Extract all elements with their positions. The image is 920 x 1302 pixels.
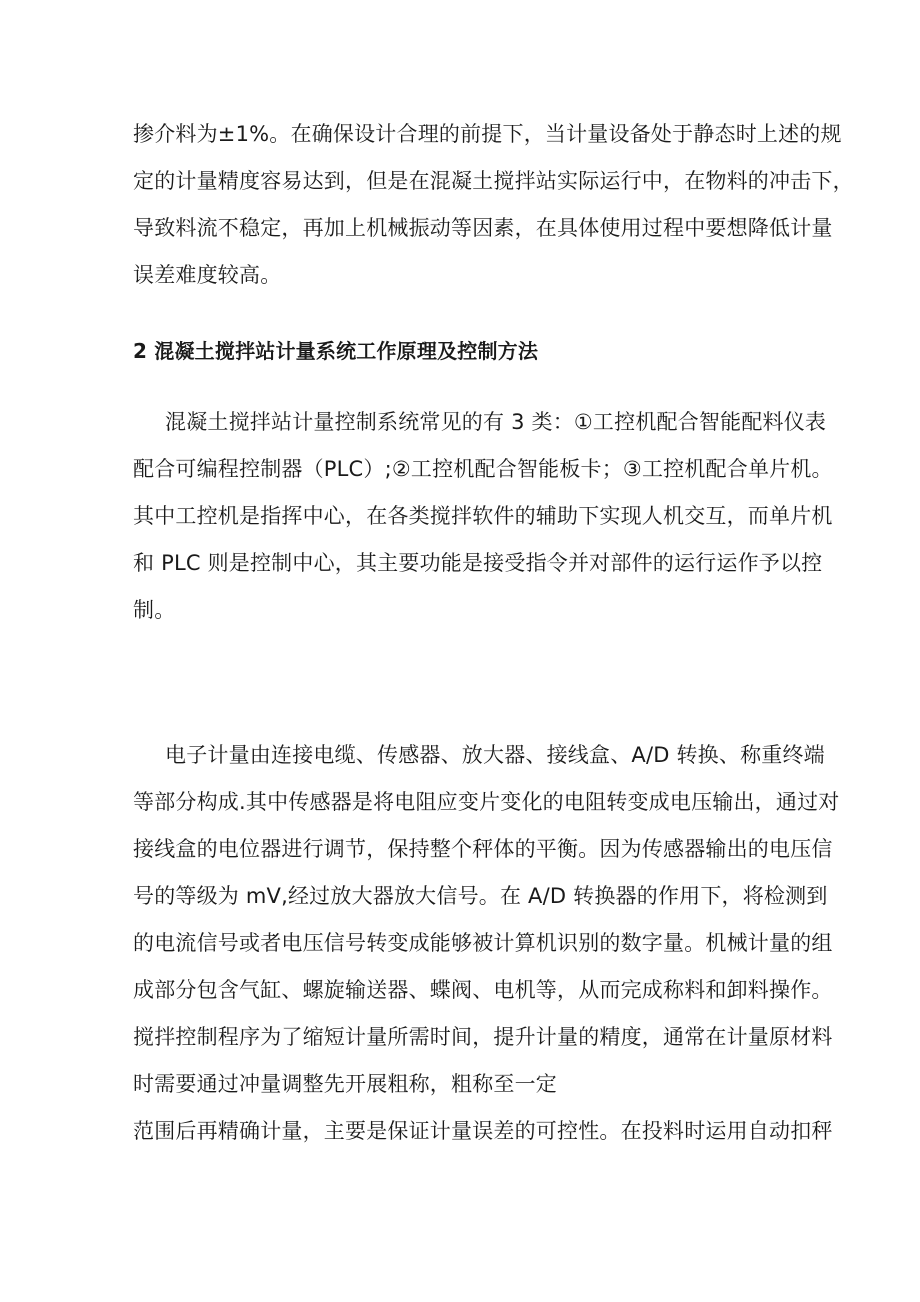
paragraph-line: 混凝土搅拌站计量控制系统常见的有 3 类：①工控机配合智能配料仪表	[165, 410, 827, 434]
paragraph-line: 其中工控机是指挥中心，在各类搅拌软件的辅助下实现人机交互，而单片机	[133, 504, 833, 528]
paragraph-line: 的电流信号或者电压信号转变成能够被计算机识别的数字量。机械计量的组	[133, 931, 833, 955]
paragraph-line: 配合可编程控制器（PLC）;②工控机配合智能板卡；③工控机配合单片机。	[133, 457, 833, 481]
paragraph-line: 时需要通过冲量调整先开展粗称，粗称至一定	[133, 1072, 557, 1096]
paragraph-line: 成部分包含气缸、螺旋输送器、蝶阀、电机等，从而完成称料和卸料操作。	[133, 978, 833, 1002]
section-heading: 2 混凝土搅拌站计量系统工作原理及控制方法	[133, 339, 539, 363]
paragraph-line: 和 PLC 则是控制中心，其主要功能是接受指令并对部件的运行运作予以控	[133, 551, 823, 575]
paragraph-line: 接线盒的电位器进行调节，保持整个秤体的平衡。因为传感器输出的电压信	[133, 837, 833, 861]
paragraph-line: 定的计量精度容易达到，但是在混凝土搅拌站实际运行中，在物料的冲击下，	[133, 169, 854, 193]
paragraph-line: 范围后再精确计量，主要是保证计量误差的可控性。在投料时运用自动扣秤	[133, 1119, 833, 1143]
paragraph-line: 导致料流不稳定，再加上机械振动等因素，在具体使用过程中要想降低计量	[133, 216, 833, 240]
paragraph-line: 号的等级为 mV,经过放大器放大信号。在 A/D 转换器的作用下，将检测到	[133, 884, 828, 908]
paragraph-line: 搅拌控制程序为了缩短计量所需时间，提升计量的精度，通常在计量原材料	[133, 1025, 833, 1049]
paragraph-line: 电子计量由连接电缆、传感器、放大器、接线盒、A/D 转换、称重终端	[165, 743, 825, 767]
paragraph-line: 等部分构成.其中传感器是将电阻应变片变化的电阻转变成电压输出，通过对	[133, 790, 840, 814]
paragraph-line: 误差难度较高。	[133, 263, 282, 287]
paragraph-line: 掺介料为±1%。在确保设计合理的前提下，当计量设备处于静态时上述的规	[133, 122, 842, 146]
paragraph-line: 制。	[133, 598, 176, 622]
